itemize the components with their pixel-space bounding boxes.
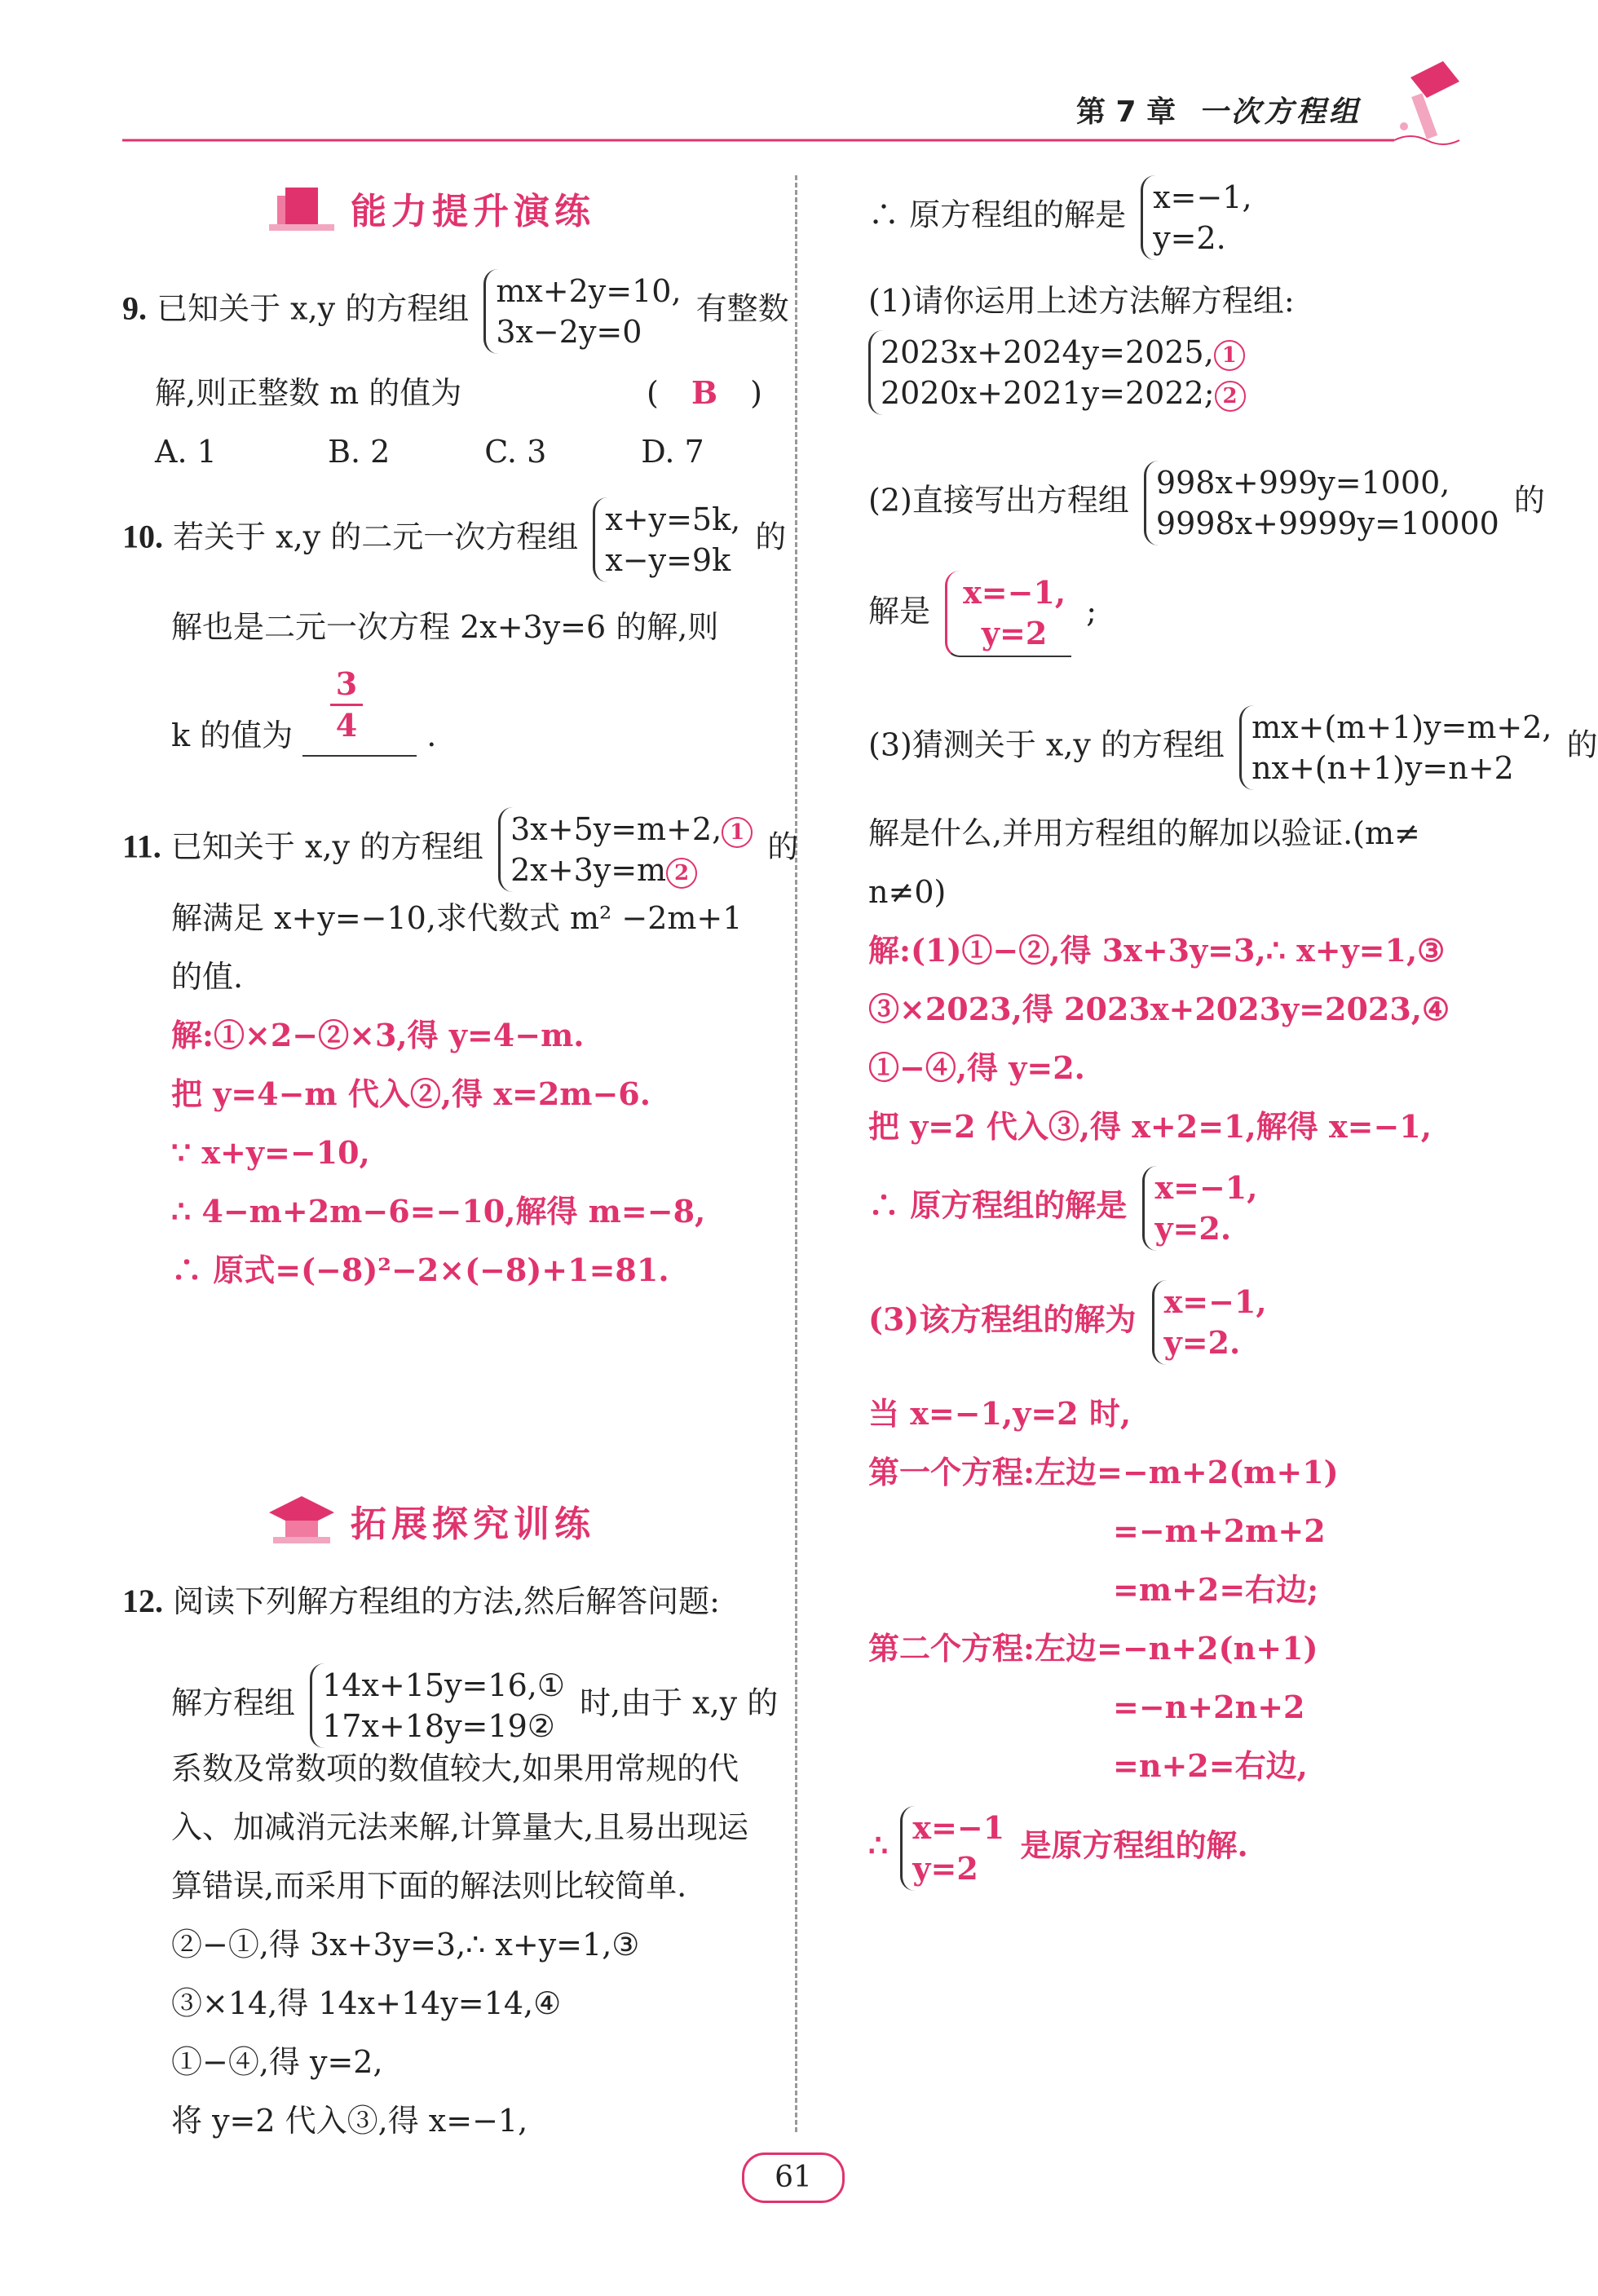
q12-text-3: 算错误,而采用下面的解法则比较简单. <box>171 1868 687 1904</box>
r-part2-system: 998x+999y=1000, 9998x+9999y=10000 <box>1144 461 1499 545</box>
books-icon <box>269 179 334 236</box>
q11-line3: 的值. <box>171 959 244 995</box>
q11-solution-3: ∵ x+y=−10, <box>171 1134 370 1171</box>
q12-text-1: 系数及常数项的数值较大,如果用常规的代 <box>171 1751 739 1786</box>
r-sol3-line6: =−n+2n+2 <box>1113 1689 1305 1725</box>
r-sol3-line7: =n+2=右边, <box>1113 1747 1308 1784</box>
chapter-title: 一次方程组 <box>1198 95 1362 129</box>
r-sol-2: ③×2023,得 2023x+2023y=2023,④ <box>868 991 1450 1027</box>
q11-line1: 11. 已知关于 x,y 的方程组 3x+5y=m+2, 1 2x+3y=m 2 的 <box>122 807 798 892</box>
r-part2-answer: 解是 x=−1, y=2 ; <box>868 571 1097 657</box>
r-part1-system: 2023x+2024y=2025, 1 2020x+2021y=2022; 2 <box>868 330 1251 415</box>
r-sol-4: 把 y=2 代入③,得 x+2=1,解得 x=−1, <box>868 1108 1432 1145</box>
r-sol-1: 解:(1)①−②,得 3x+3y=3,∴ x+y=1,③ <box>868 932 1446 969</box>
r-sol3-line2: 第一个方程:左边=−m+2(m+1) <box>868 1454 1339 1490</box>
section-explore-title: 拓展探究训练 <box>351 1503 595 1545</box>
q9-system: mx+2y=10, 3x−2y=0 <box>483 269 681 354</box>
r-part2-answer-system: x=−1, y=2 <box>945 571 1071 657</box>
section-explore <box>269 1492 595 1549</box>
q9-answer: B <box>691 374 718 411</box>
q12-line1: 12. 阅读下列解方程组的方法,然后解答问题: <box>122 1583 720 1619</box>
r-solution-line: ∴ 原方程组的解是 x=−1, y=2. <box>868 175 1257 260</box>
r-sol3-line3: =−m+2m+2 <box>1113 1512 1326 1549</box>
column-divider <box>795 175 797 2132</box>
q12-text-5: ③×14,得 14x+14y=14,④ <box>171 1985 562 2021</box>
q12-text-6: ①−④,得 y=2, <box>171 2044 383 2080</box>
q11-solution-1: 解:①×2−②×3,得 y=4−m. <box>171 1017 585 1053</box>
q11-solution-2: 把 y=4−m 代入②,得 x=2m−6. <box>171 1075 651 1112</box>
r-sol-result: ∴ 原方程组的解是 x=−1, y=2. <box>868 1166 1262 1251</box>
q12-text-2: 入、加减消元法来解,计算量大,且易出现运 <box>171 1809 749 1845</box>
q12-system: 14x+15y=16,① 17x+18y=19② <box>310 1663 565 1748</box>
q12-text-7: 将 y=2 代入③,得 x=−1, <box>171 2103 528 2139</box>
q11-system: 3x+5y=m+2, 1 2x+3y=m 2 <box>498 807 753 892</box>
graduation-cap-icon <box>269 1492 334 1549</box>
q10-system: x+y=5k, x−y=9k <box>593 497 740 582</box>
q11-solution-4: ∴ 4−m+2m−6=−10,解得 m=−8, <box>171 1193 706 1230</box>
q11-solution-5: ∴ 原式=(−8)²−2×(−8)+1=81. <box>171 1252 669 1288</box>
q12-system-line: 解方程组 14x+15y=16,① 17x+18y=19② 时,由于 x,y 的 <box>171 1663 778 1748</box>
r-part2: (2)直接写出方程组 998x+999y=1000, 9998x+9999y=10000 的 <box>868 461 1545 545</box>
r-sol3-line5: 第二个方程:左边=−n+2(n+1) <box>868 1630 1318 1667</box>
section-ability <box>269 179 595 236</box>
r-part1: (1)请你运用上述方法解方程组: <box>868 283 1295 319</box>
r-part3: (3)猜测关于 x,y 的方程组 mx+(m+1)y=m+2, nx+(n+1)y=n+2 的 <box>868 705 1598 790</box>
r-part3-line3: n≠0) <box>868 874 947 910</box>
r-solution-system: x=−1, y=2. <box>1141 175 1251 260</box>
q9-line1: 9. 已知关于 x,y 的方程组 mx+2y=10, 3x−2y=0 有整数 <box>122 269 789 354</box>
header-rule <box>122 130 1468 155</box>
q10-line3: k 的值为 . <box>171 716 436 757</box>
q10-answer-fraction: 3 4 <box>330 665 363 745</box>
r-sol3-line4: =m+2=右边; <box>1113 1571 1319 1608</box>
q10-answer-blank <box>302 716 417 757</box>
page-number-badge: 61 <box>742 2152 845 2203</box>
r-final: ∴ x=−1 y=2 是原方程组的解. <box>868 1806 1248 1891</box>
r-sol3: (3)该方程组的解为 x=−1, y=2. <box>868 1280 1272 1365</box>
r-part3-system: mx+(m+1)y=m+2, nx+(n+1)y=n+2 <box>1239 705 1552 790</box>
r-sol3-line1: 当 x=−1,y=2 时, <box>868 1395 1132 1432</box>
r-sol-3: ①−④,得 y=2. <box>868 1049 1085 1086</box>
q9-line2: 解,则正整数 m 的值为 ( B ) <box>155 374 762 411</box>
q9-options: A. 1 B. 2 C. 3 D. 7 <box>155 434 704 470</box>
q11-line2: 解满足 x+y=−10,求代数式 m² −2m+1 <box>171 900 743 936</box>
q12-text-4: ②−①,得 3x+3y=3,∴ x+y=1,③ <box>171 1927 640 1963</box>
r-part3-line2: 解是什么,并用方程组的解加以验证.(m≠ <box>868 815 1420 851</box>
q10-line1: 10. 若关于 x,y 的二元一次方程组 x+y=5k, x−y=9k 的 <box>122 497 786 582</box>
chapter-label: 第 7 章 <box>1076 95 1176 129</box>
section-ability-title: 能力提升演练 <box>351 191 595 232</box>
q10-line2: 解也是二元一次方程 2x+3y=6 的解,则 <box>171 609 719 645</box>
